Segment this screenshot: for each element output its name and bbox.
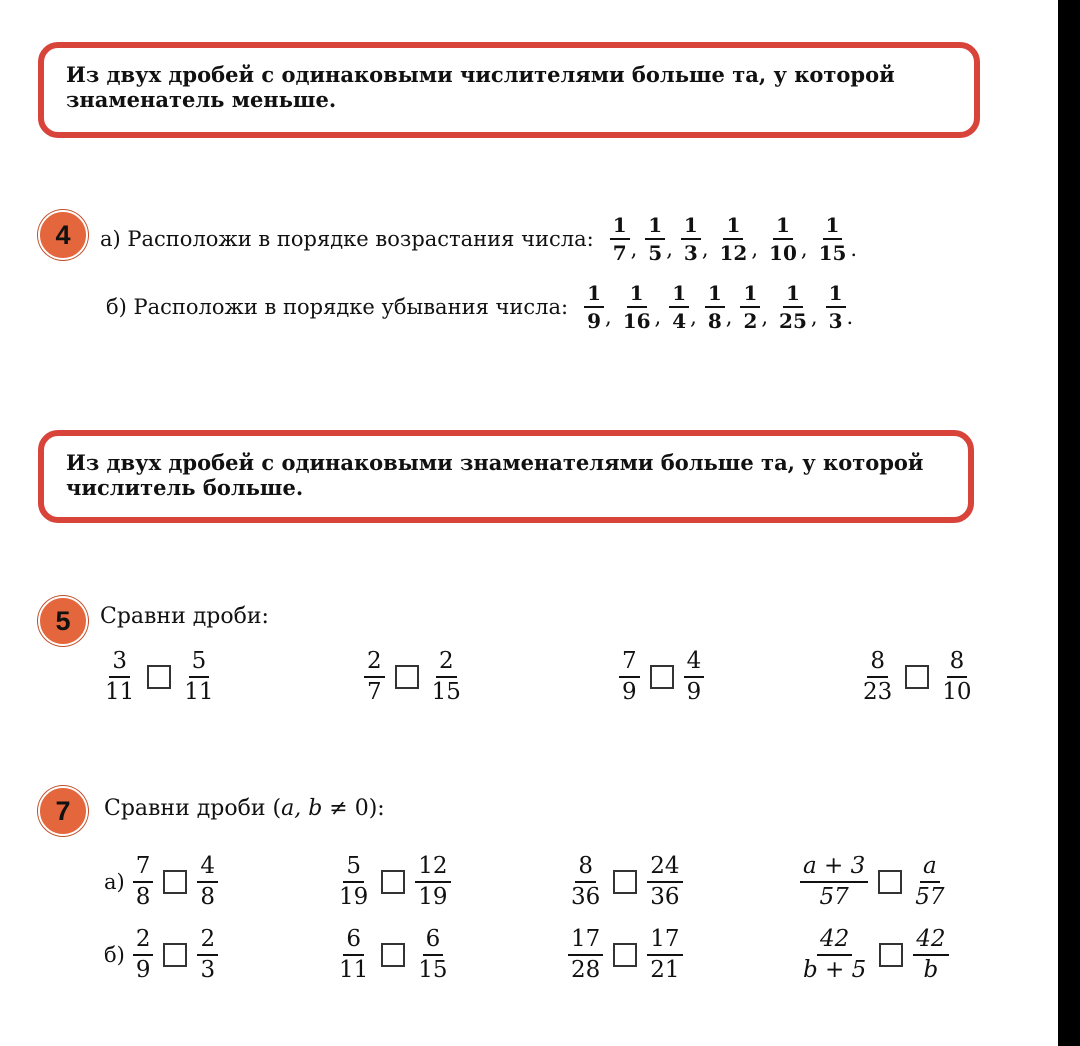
fraction: $\frac{1}{4}$ xyxy=(669,283,689,331)
fraction: $\frac{1}{9}$ xyxy=(584,283,604,331)
comparison-7a-3 xyxy=(566,855,685,909)
comparison-5-3 xyxy=(617,650,706,704)
comparison-7a-4 xyxy=(798,855,950,909)
fraction: $\frac{1}{10}$ xyxy=(769,213,797,265)
fraction: $\frac{2}{9}$ xyxy=(133,928,154,982)
answer-box[interactable] xyxy=(147,665,171,689)
scan-edge xyxy=(1058,0,1080,1046)
answer-box[interactable] xyxy=(381,943,405,967)
rule-box-numerators xyxy=(38,42,980,138)
comparison-7a-2 xyxy=(334,855,453,909)
fraction: $\frac{42}{b + 5}$ xyxy=(803,926,867,983)
answer-box[interactable] xyxy=(650,665,674,689)
fraction: $\frac{1}{25}$ xyxy=(779,281,807,333)
task-5-title: Сравни дроби: xyxy=(100,604,269,629)
fraction: $\frac{1}{3}$ xyxy=(681,215,701,263)
comparison-7b-1 xyxy=(104,928,220,982)
rule-text: Из двух дробей с одинаковыми числителями больше та, у которой знаменатель меньше. xyxy=(66,62,895,112)
task-5-badge: 5 xyxy=(38,596,88,646)
task-7-badge: 7 xyxy=(38,786,88,836)
fraction: $\frac{17}{21}$ xyxy=(647,928,682,982)
fraction: $\frac{6}{11}$ xyxy=(339,926,369,983)
fraction: $\frac{1}{12}$ xyxy=(719,213,748,265)
fraction: $\frac{3}{11}$ xyxy=(105,648,135,705)
task-4a-line: а) Расположи в порядке возрастания числа: $\frac{1}{7}$ , $\frac{1}{5}$ , $\frac{1}{3}$ , $\frac{1}{12}$ , $\frac{1}{10}$ , $\frac{1}{15}$ . xyxy=(100,213,858,265)
fraction: $\frac{1}{15}$ xyxy=(818,213,847,265)
fraction: $\frac{5}{11}$ xyxy=(184,648,214,705)
row-label: а) xyxy=(104,870,125,894)
fraction: $\frac{5}{19}$ xyxy=(339,853,369,910)
fraction: $\frac{1}{16}$ xyxy=(622,281,651,333)
fraction: $\frac{6}{15}$ xyxy=(418,926,448,983)
fraction: $\frac{4}{8}$ xyxy=(197,855,218,909)
fraction: $\frac{2}{7}$ xyxy=(364,650,385,704)
task-4-badge: 4 xyxy=(38,210,88,260)
fraction: $\frac{2}{15}$ xyxy=(431,648,461,705)
task-4b-line: б) Расположи в порядке убывания числа: $\frac{1}{9}$ , $\frac{1}{16}$ , $\frac{1}{4}$ , $\frac{1}{8}$ , $\frac{1}{2}$ , $\frac{1}{25}$ , $\frac{1}{3}$ . xyxy=(106,281,854,333)
answer-box[interactable] xyxy=(163,870,187,894)
fraction: $\frac{1}{8}$ xyxy=(705,283,725,331)
comparison-7b-3 xyxy=(566,928,685,982)
fraction: $\frac{1}{2}$ xyxy=(740,283,760,331)
answer-box[interactable] xyxy=(878,870,902,894)
fraction: $\frac{12}{19}$ xyxy=(415,855,450,909)
rule-text: Из двух дробей с одинаковыми знаменателями больше та, у которой числитель больше. xyxy=(66,450,924,500)
fraction: $\frac{8}{36}$ xyxy=(571,853,601,910)
comparison-5-1 xyxy=(100,650,219,704)
answer-box[interactable] xyxy=(879,943,903,967)
fraction: $\frac{42}{b}$ xyxy=(913,928,948,982)
fraction: $\frac{24}{36}$ xyxy=(647,855,682,909)
fraction: $\frac{a + 3}{57}$ xyxy=(800,855,868,909)
answer-box[interactable] xyxy=(905,665,929,689)
rule-box-denominators xyxy=(38,430,974,523)
fraction: $\frac{4}{9}$ xyxy=(684,650,705,704)
task-4a-label: а) Расположи в порядке возрастания числа: xyxy=(100,227,594,251)
comparison-7b-2 xyxy=(334,928,453,982)
answer-box[interactable] xyxy=(395,665,419,689)
fraction: $\frac{1}{5}$ xyxy=(645,215,665,263)
fraction: $\frac{7}{8}$ xyxy=(133,855,154,909)
fraction: $\frac{1}{7}$ xyxy=(610,215,630,263)
fraction: $\frac{1}{3}$ xyxy=(826,283,846,331)
task-7-title: Сравни дроби (a, b ≠ 0): xyxy=(104,796,385,821)
comparison-5-2 xyxy=(362,650,466,704)
task-4b-label: б) Расположи в порядке убывания числа: xyxy=(106,295,569,319)
fraction: $\frac{17}{28}$ xyxy=(568,928,603,982)
answer-box[interactable] xyxy=(381,870,405,894)
answer-box[interactable] xyxy=(613,870,637,894)
comparison-7b-4 xyxy=(798,928,951,982)
fraction: $\frac{8}{23}$ xyxy=(863,648,893,705)
answer-box[interactable] xyxy=(613,943,637,967)
fraction: $\frac{a}{57}$ xyxy=(915,853,945,910)
row-label: б) xyxy=(104,943,125,967)
answer-box[interactable] xyxy=(163,943,187,967)
fraction: $\frac{2}{3}$ xyxy=(197,928,218,982)
comparison-5-4 xyxy=(858,650,977,704)
comparison-7a-1 xyxy=(104,855,220,909)
fraction: $\frac{8}{10}$ xyxy=(942,648,972,705)
fraction: $\frac{7}{9}$ xyxy=(619,650,640,704)
